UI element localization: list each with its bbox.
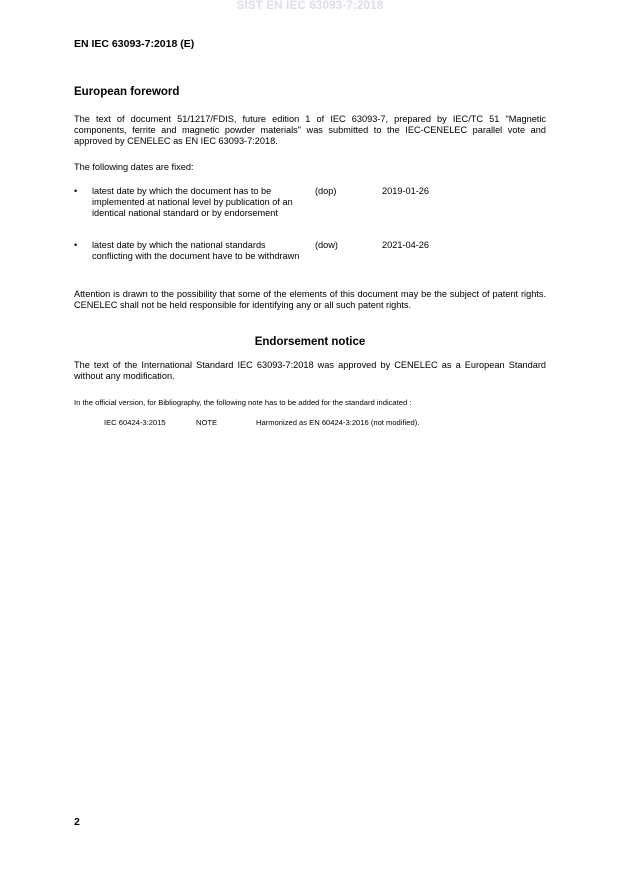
foreword-heading: European foreword xyxy=(74,86,180,98)
foreword-paragraph-3: Attention is drawn to the possibility that some of the elements of this document may be the subject of patent rights. CENELEC shall not be held responsible for identifying any or all such patent rights. xyxy=(74,289,546,310)
note-reference: IEC 60424-3:2015 xyxy=(104,418,166,427)
note-label: NOTE xyxy=(196,418,218,427)
bibliography-note xyxy=(104,418,419,428)
endorsement-heading: Endorsement notice xyxy=(254,336,366,348)
date-item-text: latest date by which the national standards conflicting with the document have to be withdrawn xyxy=(92,240,300,261)
foreword-paragraph-1: The text of document 51/1217/FDIS, future edition 1 of IEC 63093-7, prepared by IEC/TC 51 "Magnetic components, ferrite and magnetic powder materials" was submitted to the IEC-CENELEC parallel vote and approved by CENELEC as EN IEC 63093-7:2018. xyxy=(74,114,546,146)
date-item-code: (dow) xyxy=(315,240,338,250)
date-item-date: 2019-01-26 xyxy=(382,186,429,196)
endorsement-paragraph-1: The text of the International Standard IEC 63093-7:2018 was approved by CENELEC as a European Standard without any modification. xyxy=(74,360,546,381)
watermark: SIST EN IEC 63093-7:2018 xyxy=(236,0,384,12)
page-number: 2 xyxy=(74,816,80,828)
foreword-paragraph-2: The following dates are fixed: xyxy=(74,162,194,172)
date-item-code: (dop) xyxy=(315,186,337,196)
bullet-icon: • xyxy=(74,186,78,196)
date-item-text: latest date by which the document has to be implemented at national level by publication of an identical national standard or by endorsement xyxy=(92,186,293,218)
note-text: Harmonized as EN 60424-3:2016 (not modified). xyxy=(256,418,420,427)
bullet-icon: • xyxy=(74,240,78,250)
document-id-header: EN IEC 63093-7:2018 (E) xyxy=(74,38,195,50)
date-item-date: 2021-04-26 xyxy=(382,240,429,250)
endorsement-paragraph-2: In the official version, for Bibliography, the following note has to be added for the standard indicated : xyxy=(74,398,412,407)
